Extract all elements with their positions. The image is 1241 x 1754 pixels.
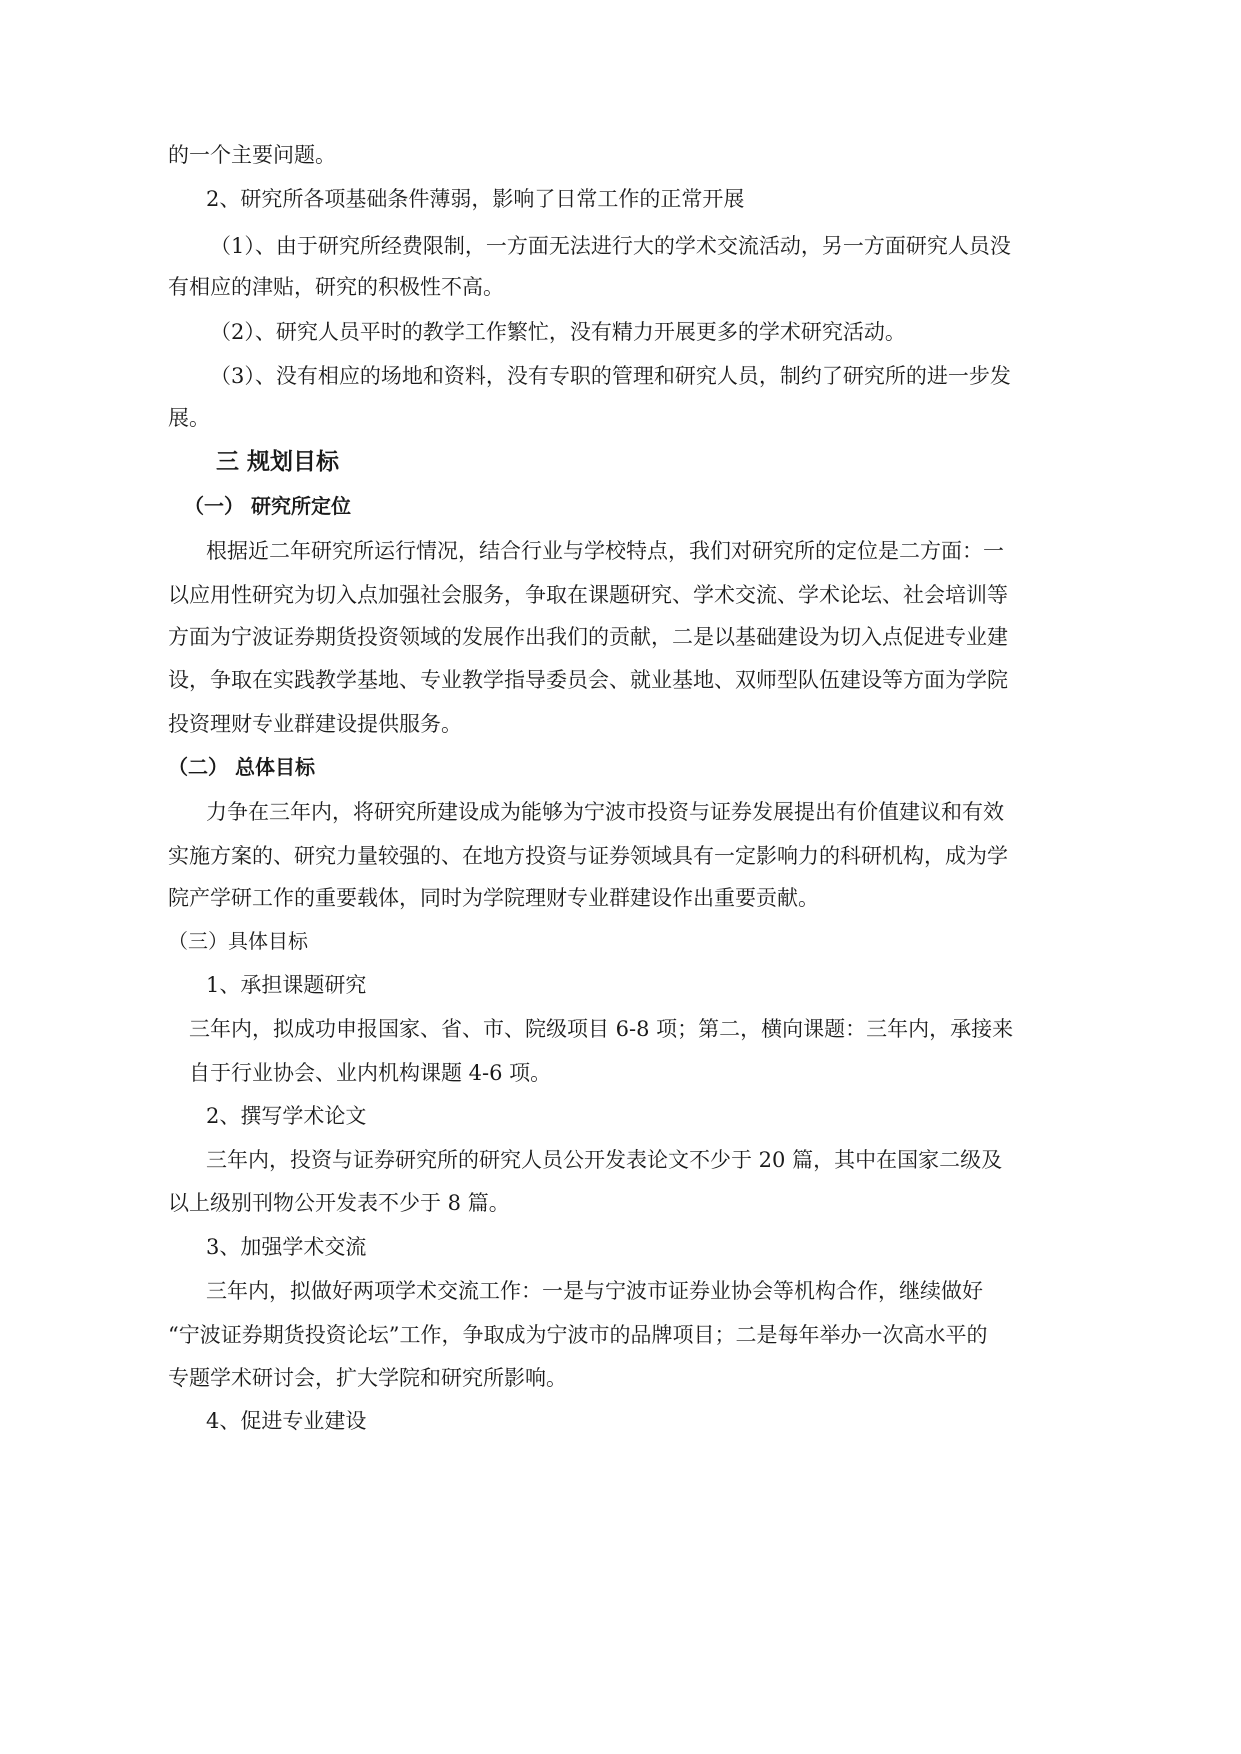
positioning-line-5: 投资理财专业群建设提供服务。 [168,712,462,736]
overall-goal-line-2: 实施方案的、研究力量较强的、在地方投资与证券领域具有一定影响力的科研机构，成为学 [168,844,1008,868]
subheading-specific-goals-text: （三）具体目标 [168,929,308,953]
goal-2-line-1: 三年内，投资与证券研究所的研究人员公开发表论文不少于 20 篇，其中在国家二级及 [206,1148,1003,1172]
goal-2-line-2: 以上级别刊物公开发表不少于 8 篇。 [168,1191,510,1215]
goal-1-heading: 1、承担课题研究 [206,973,367,997]
goal-1-line-1: 三年内，拟成功申报国家、省、市、院级项目 6-8 项；第二，横向课题：三年内，承接来 [189,1017,1014,1041]
overall-goal-line-3: 院产学研工作的重要载体，同时为学院理财专业群建设作出重要贡献。 [168,886,819,910]
para-item-2-heading: 2、研究所各项基础条件薄弱，影响了日常工作的正常开展 [206,187,745,211]
positioning-line-2: 以应用性研究为切入点加强社会服务，争取在课题研究、学术交流、学术论坛、社会培训等 [168,583,1008,607]
goal-1-line-2: 自于行业协会、业内机构课题 4-6 项。 [189,1061,552,1085]
subheading-specific-goals [168,926,308,956]
subheading-overall-goal: （二） 总体目标 [168,755,315,779]
goal-3-line-2: “宁波证券期货投资论坛”工作，争取成为宁波市的品牌项目；二是每年举办一次高水平的 [168,1323,988,1347]
para-continuation-1: 的一个主要问题。 [168,143,336,167]
positioning-line-4: 设，争取在实践教学基地、专业教学指导委员会、就业基地、双师型队伍建设等方面为学院 [168,668,1008,692]
para-item-1-line-1: （1）、由于研究所经费限制，一方面无法进行大的学术交流活动，另一方面研究人员没 [210,234,1011,258]
goal-3-line-3: 专题学术研讨会，扩大学院和研究所影响。 [168,1366,567,1390]
positioning-line-3: 方面为宁波证券期货投资领域的发展作出我们的贡献，二是以基础建设为切入点促进专业建 [168,625,1008,649]
goal-3-line-1: 三年内，拟做好两项学术交流工作：一是与宁波市证券业协会等机构合作，继续做好 [206,1279,983,1303]
positioning-line-1: 根据近二年研究所运行情况，结合行业与学校特点，我们对研究所的定位是二方面：一 [206,539,1004,563]
section-heading-planning-goals: 三 规划目标 [216,449,340,475]
goal-4-heading: 4、促进专业建设 [206,1409,367,1433]
goal-3-heading: 3、加强学术交流 [206,1235,367,1259]
overall-goal-line-1: 力争在三年内，将研究所建设成为能够为宁波市投资与证券发展提出有价值建议和有效 [206,800,1004,824]
para-item-3-line-2: 展。 [168,406,210,430]
para-item-1-line-2: 有相应的津贴，研究的积极性不高。 [168,275,504,299]
goal-2-heading: 2、撰写学术论文 [206,1104,367,1128]
subheading-positioning: （一） 研究所定位 [184,494,351,518]
para-item-2: （2）、研究人员平时的教学工作繁忙，没有精力开展更多的学术研究活动。 [210,320,906,344]
para-item-3-line-1: （3）、没有相应的场地和资料，没有专职的管理和研究人员，制约了研究所的进一步发 [210,364,1011,388]
